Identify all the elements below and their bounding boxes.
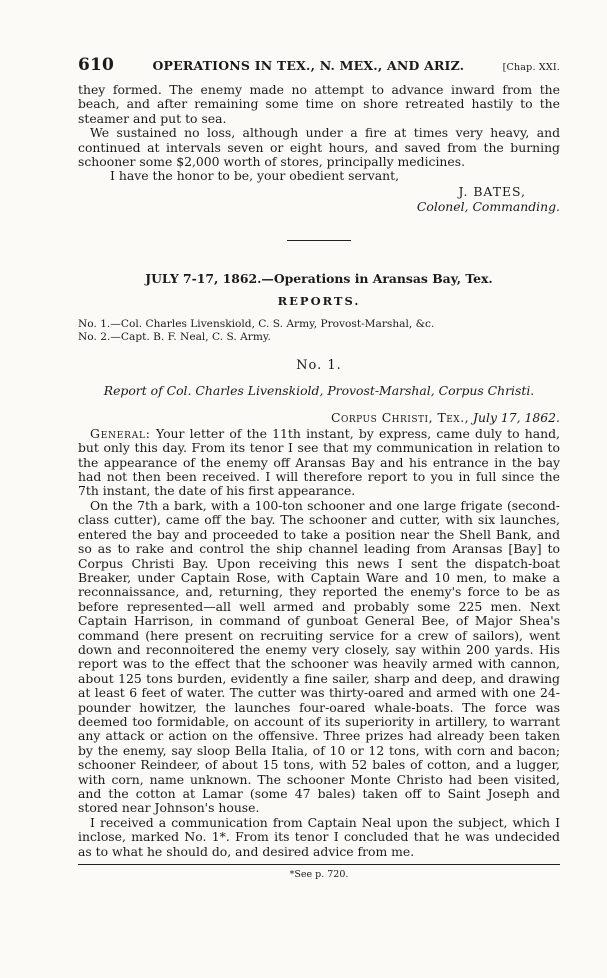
closing-line: I have the honor to be, your obedient servant,	[110, 168, 400, 184]
report-list-item: No. 1.—Col. Charles Livenskiold, C. S. Army, Provost-Marshal, &c.	[78, 317, 435, 330]
running-header	[78, 55, 560, 75]
salutation: General:	[90, 425, 151, 441]
section-heading: JULY 7-17, 1862.—Operations in Aransas Bay, Tex.	[145, 270, 493, 286]
dateline-date: July 17, 1862.	[473, 409, 560, 425]
prior-report-paragraph: they formed. The enemy made no attempt to advance inward from the beach, and after remaining some time on shore retreated hastily to the steamer and put to sea.	[78, 82, 560, 126]
dateline	[78, 410, 560, 425]
dateline-place: Corpus Christi, Tex.,	[330, 409, 470, 425]
report-paragraph: I received a communication from Captain Neal upon the subject, which I inclose, marked No. 1*. From its tenor I concluded that he was undecided as to what he should do, and desired advice from me.	[78, 814, 560, 859]
report-paragraph	[78, 427, 560, 499]
running-title: OPERATIONS IN TEX., N. MEX., AND ARIZ.	[152, 58, 465, 73]
report-paragraph-text: Your letter of the 11th instant, by express, came duly to hand, but only this day. From its tenor I see that my communication in relation to the appearance of the enemy off Aransas Bay and his entrance in the bay had not then been received. I will therefore report to you in full since the 7th instant, the date of his first appearance.	[78, 425, 560, 499]
signature-title: Colonel, Commanding.	[416, 198, 560, 214]
report-number: No. 1.	[296, 357, 342, 373]
reports-label: REPORTS.	[277, 293, 361, 308]
report-title: Report of Col. Charles Livenskiold, Provost-Marshal, Corpus Christi.	[103, 382, 535, 398]
signature-name: J. BATES,	[458, 183, 526, 199]
signature-block	[78, 184, 560, 214]
chapter-label: [Chap. XXI.	[502, 62, 560, 73]
section-divider	[287, 240, 351, 241]
footnote: *See p. 720.	[289, 869, 349, 881]
report-list-item: No. 2.—Capt. B. F. Neal, C. S. Army.	[78, 330, 271, 343]
report-list	[78, 318, 560, 344]
report-paragraph: On the 7th a bark, with a 100-ton schooner and one large frigate (second-class cutter), came off the bay. The schooner and cutter, with six launches, entered the bay and proceeded to take a position near the Shell Bank, and so as to rake and control the ship channel leading from Aransas [Bay] to Corpus Christi Bay. Upon receiving this news I sent the dispatch-boat Breaker, under Captain Rose, with Captain Ware and 10 men, to make a reconnaissance, and, returning, they reported the enemy's force to be as before represented—all well armed and probably some 225 men. Next Captain Harrison, in command of gunboat General Bee, of Major Shea's command (here present on recruiting service for a crew of sailors), went down and reconnoitered the enemy very closely, say within 200 yards. His report was to the effect that the schooner was heavily armed with cannon, about 125 tons burden, evidently a fine sailer, sharp and deep, and drawing at least 6 feet of water. The cutter was thirty-oared and armed with one 24-pounder howitzer, the launches four-oared whale-boats. The force was deemed too formidable, on account of its superiority in artillery, to warrant any attack or action on the offensive. Three prizes had already been taken by the enemy, say sloop Bella Italia, of 10 or 12 tons, with corn and bacon; schooner Reindeer, of about 15 tons, with 52 bales of cotton, and a lugger, with corn, name unknown. The schooner Monte Christo had been visited, and the cotton at Lamar (some 47 bales) taken off to Saint Joseph and stored near Johnson's house.	[78, 497, 560, 816]
footnote-rule	[78, 864, 560, 865]
page-number: 610	[78, 55, 115, 75]
prior-report-paragraph: We sustained no loss, although under a fire at times very heavy, and continued at intervals seven or eight hours, and saved from the burning schooner some $2,000 worth of stores, principally medicines.	[78, 125, 560, 170]
document-page	[78, 55, 560, 880]
